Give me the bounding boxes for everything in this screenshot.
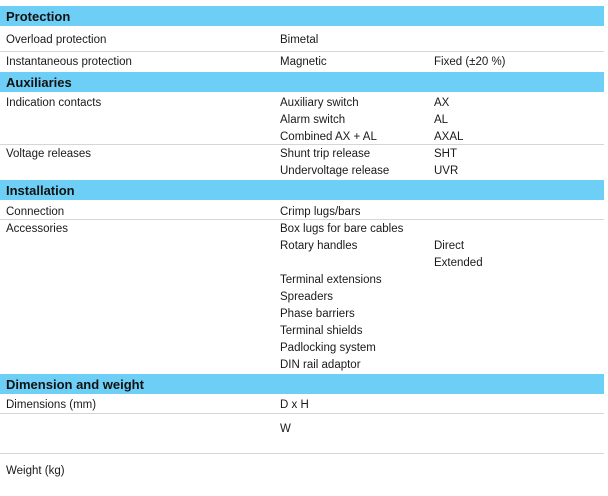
divider: [0, 453, 604, 454]
row-label-accessories: Accessories: [6, 223, 68, 235]
section-header-installation: [0, 180, 604, 200]
divider: [0, 219, 604, 220]
aux-item-code: AL: [434, 114, 449, 126]
aux-item-name: Combined AX + AL: [280, 131, 377, 143]
rotary-option: Direct: [434, 240, 465, 252]
dimension-w: W: [280, 423, 291, 435]
aux-item-code: SHT: [434, 148, 457, 160]
accessory-item: Terminal shields: [280, 325, 363, 337]
divider: [0, 413, 604, 414]
row-label-connection: Connection: [6, 206, 65, 218]
row-setting-instantaneous: Fixed (±20 %): [434, 56, 506, 68]
section-title: Protection: [6, 9, 71, 24]
accessory-item: Spreaders: [280, 291, 334, 303]
row-label-weight: Weight (kg): [6, 465, 65, 477]
row-value-overload: Bimetal: [280, 34, 319, 46]
section-title: Auxiliaries: [6, 75, 72, 90]
accessory-item: Phase barriers: [280, 308, 355, 320]
rotary-option: Extended: [434, 257, 483, 269]
row-label-overload: Overload protection: [6, 34, 107, 46]
aux-item-name: Alarm switch: [280, 114, 346, 126]
divider: [0, 144, 604, 145]
aux-item-name: Auxiliary switch: [280, 97, 359, 109]
row-label-dimensions: Dimensions (mm): [6, 399, 97, 411]
row-value-instantaneous: Magnetic: [280, 56, 327, 68]
section-title: Installation: [6, 183, 75, 198]
aux-item-code: AXAL: [434, 131, 464, 143]
accessory-item: Terminal extensions: [280, 274, 382, 286]
row-value-connection: Crimp lugs/bars: [280, 206, 361, 218]
accessory-item: Rotary handles: [280, 240, 358, 252]
section-header-auxiliaries: [0, 72, 604, 92]
aux-item-code: AX: [434, 97, 450, 109]
row-label-voltage: Voltage releases: [6, 148, 92, 160]
aux-item-code: UVR: [434, 165, 459, 177]
section-header-dimension: [0, 374, 604, 394]
section-header-protection: [0, 6, 604, 26]
accessory-item: Box lugs for bare cables: [280, 223, 404, 235]
row-label-instantaneous: Instantaneous protection: [6, 56, 132, 68]
accessory-item: DIN rail adaptor: [280, 359, 361, 371]
section-title: Dimension and weight: [6, 377, 144, 392]
dimension-dxh: D x H: [280, 399, 309, 411]
row-label-indication: Indication contacts: [6, 97, 102, 109]
divider: [0, 51, 604, 52]
accessory-item: Padlocking system: [280, 342, 376, 354]
aux-item-name: Shunt trip release: [280, 148, 371, 160]
aux-item-name: Undervoltage release: [280, 165, 390, 177]
